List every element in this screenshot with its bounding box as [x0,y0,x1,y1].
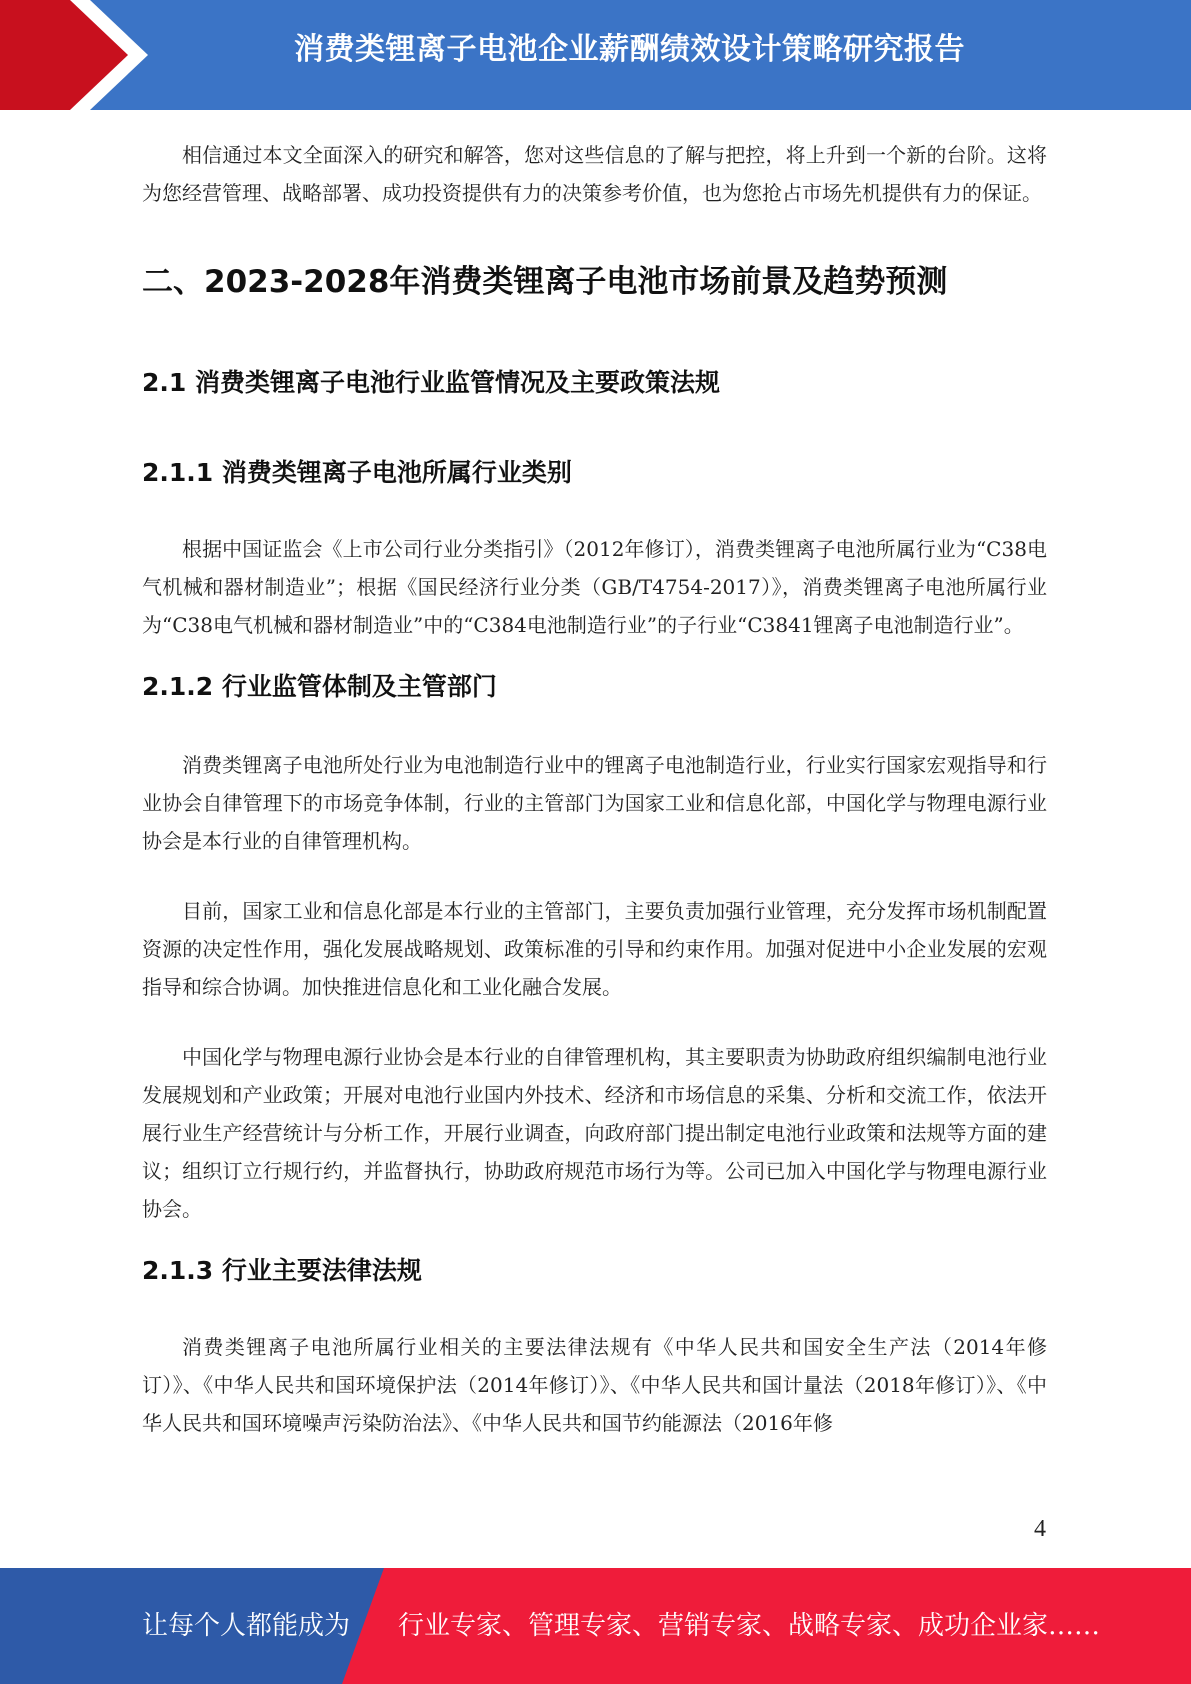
section-2-1-3-heading: 2.1.3 行业主要法律法规 [142,1256,422,1285]
header-arrow-decoration [0,0,160,110]
section-2-1-heading: 2.1 消费类锂离子电池行业监管情况及主要政策法规 [142,368,720,397]
section-2-1-1-heading: 2.1.1 消费类锂离子电池所属行业类别 [142,458,572,487]
footer-slogan-left: 让每个人都能成为 [142,1611,351,1641]
section-2-1-2-paragraph-3: 中国化学与物理电源行业协会是本行业的自律管理机构，其主要职责为协助政府组织编制电池行业发展规划和产业政策；开展对电池行业国内外技术、经济和市场信息的采集、分析和交流工作，依法开展行业生产经营统计与分析工作，开展行业调查，向政府部门提出制定电池行业政策和法规等方面的建议；组织订立行规行约，并监督执行，协助政府规范市场行为等。公司已加入中国化学与物理电源行业协会。 [142,1045,1047,1221]
section-2-1-2-paragraph-1: 消费类锂离子电池所处行业为电池制造行业中的锂离子电池制造行业，行业实行国家宏观指导和行业协会自律管理下的市场竞争体制，行业的主管部门为国家工业和信息化部，中国化学与物理电源行业协会是本行业的自律管理机构。 [142,753,1047,853]
page-footer [0,1568,1191,1684]
document-body [142,136,1047,1442]
intro-paragraph: 相信通过本文全面深入的研究和解答，您对这些信息的了解与把控，将上升到一个新的台阶。这将为您经营管理、战略部署、成功投资提供有力的决策参考价值，也为您抢占市场先机提供有力的保证。 [142,143,1047,205]
report-title: 消费类锂离子电池企业薪酬绩效设计策略研究报告 [294,32,965,67]
section-2-1-2-paragraph-2: 目前，国家工业和信息化部是本行业的主管部门，主要负责加强行业管理，充分发挥市场机制配置资源的决定性作用，强化发展战略规划、政策标准的引导和约束作用。加强对促进中小企业发展的宏观指导和综合协调。加快推进信息化和工业化融合发展。 [142,899,1047,999]
section-2-1-3-paragraph: 消费类锂离子电池所属行业相关的主要法律法规有《中华人民共和国安全生产法（2014年修订）》、《中华人民共和国环境保护法（2014年修订）》、《中华人民共和国计量法（2018年修订）》、《中华人民共和国环境噪声污染防治法》、《中华人民共和国节约能源法（2016年修 [142,1335,1047,1435]
section-2-heading: 二、2023-2028年消费类锂离子电池市场前景及趋势预测 [142,264,948,300]
page-header [0,0,1191,110]
section-2-1-2-heading: 2.1.2 行业监管体制及主管部门 [142,672,497,701]
section-2-1-1-paragraph: 根据中国证监会《上市公司行业分类指引》（2012年修订），消费类锂离子电池所属行业为“C38电气机械和器材制造业”；根据《国民经济行业分类（GB/T4754-2017）》，消费类锂离子电池所属行业为“C38电气机械和器材制造业”中的“C384电池制造行业”的子行业“C3841锂离子电池制造行业”。 [142,537,1047,637]
page-number: 4 [1034,1516,1046,1542]
footer-slogan-right: 行业专家、管理专家、营销专家、战略专家、成功企业家…… [398,1611,1101,1641]
